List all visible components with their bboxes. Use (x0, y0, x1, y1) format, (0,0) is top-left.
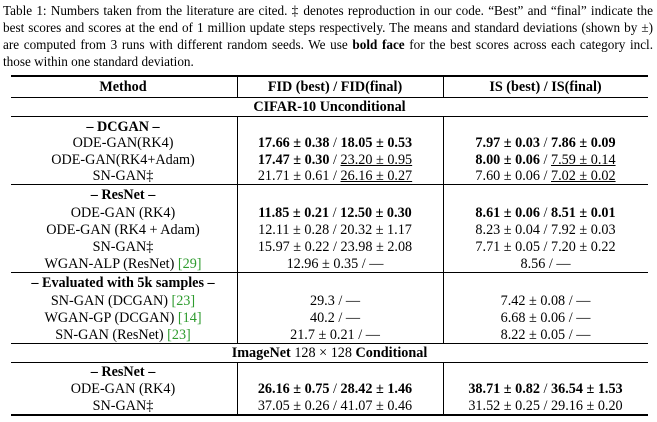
header-method: Method (99, 79, 147, 95)
caption-label: Table 1: (3, 3, 47, 18)
method-cell: ODE-GAN (RK4) (70, 381, 176, 397)
is-cell: 7.71 ± 0.05 / 7.20 ± 0.22 (475, 239, 616, 255)
is-cell: 38.71 ± 0.82 / 36.54 ± 1.53 (468, 381, 623, 397)
caption-text-b: for the best scores across each category incl. those within one standard deviation. (3, 37, 654, 69)
caption-text-a: Numbers taken from the literature are cited. ‡ denotes reproduction in our code. “Best” and “final” indicate the best scores and scores at the end of 1 million update steps respectively. The means and standard deviations (shown by ±) are computed from 3 runs with different random seeds. We use (3, 3, 654, 52)
group-label-resnet: – ResNet – (90, 187, 156, 203)
fid-cell: 15.97 ± 0.22 / 23.98 ± 2.08 (257, 239, 413, 255)
header-row (11, 77, 648, 97)
is-cell: 8.56 / — (520, 256, 571, 272)
fid-cell: 40.2 / — (309, 310, 361, 326)
method-cell: SN-GAN‡ (92, 239, 154, 255)
method-cell: WGAN-ALP (ResNet) [29] (44, 256, 202, 272)
citation-link[interactable]: [23] (167, 327, 191, 343)
fid-cell: 26.16 ± 0.75 / 28.42 ± 1.46 (257, 381, 413, 397)
method-cell: SN-GAN (DCGAN) [23] (50, 293, 196, 309)
fid-cell: 17.66 ± 0.38 / 18.05 ± 0.53 (257, 135, 413, 151)
is-cell: 8.23 ± 0.04 / 7.92 ± 0.03 (475, 222, 616, 238)
fid-cell: 37.05 ± 0.26 / 41.07 ± 0.46 (257, 398, 413, 414)
citation-link[interactable]: [14] (177, 310, 202, 326)
group-row (11, 185, 648, 205)
table-row (11, 254, 648, 274)
group-label-5k: – Evaluated with 5k samples – (31, 275, 215, 291)
is-cell: 8.22 ± 0.05 / — (500, 327, 591, 343)
method-cell: WGAN-GP (DCGAN) [14] (44, 310, 202, 326)
method-cell: ODE-GAN (RK4 + Adam) (46, 222, 200, 238)
fid-cell: 11.85 ± 0.21 / 12.50 ± 0.30 (258, 205, 412, 221)
method-cell: ODE-GAN(RK4+Adam) (51, 152, 195, 168)
fid-cell: 12.11 ± 0.28 / 20.32 ± 1.17 (258, 222, 412, 238)
method-cell: ODE-GAN (RK4) (70, 205, 176, 221)
is-cell: 7.60 ± 0.06 / 7.02 ± 0.02 (475, 168, 616, 184)
fid-cell: 12.96 ± 0.35 / — (286, 256, 384, 272)
table-row (11, 396, 648, 416)
is-cell: 6.68 ± 0.06 / — (500, 310, 591, 326)
table-row (11, 166, 648, 186)
fid-cell: 21.7 ± 0.21 / — (290, 327, 380, 343)
caption-bold: bold face (352, 37, 405, 52)
method-cell: SN-GAN‡ (92, 398, 154, 414)
section-title-cifar: CIFAR-10 Unconditional (253, 99, 406, 115)
table-caption (3, 2, 653, 70)
header-fid: FID (best) / FID(final) (267, 79, 403, 95)
fid-cell: 29.3 / — (309, 293, 361, 309)
section-title-imagenet: ImageNet 128 × 128 Conditional (231, 345, 428, 361)
method-cell: SN-GAN‡ (92, 168, 154, 184)
group-label-dcgan: – DCGAN – (86, 119, 160, 135)
is-cell: 31.52 ± 0.25 / 29.16 ± 0.20 (468, 398, 623, 414)
table-row (11, 325, 648, 345)
fid-cell: 17.47 ± 0.30 / 23.20 ± 0.95 (257, 152, 413, 168)
group-row (11, 273, 648, 293)
citation-link[interactable]: [29] (177, 256, 202, 272)
fid-cell: 21.71 ± 0.61 / 26.16 ± 0.27 (257, 168, 413, 184)
is-cell: 7.97 ± 0.03 / 7.86 ± 0.09 (475, 135, 616, 151)
header-is: IS (best) / IS(final) (489, 79, 602, 95)
is-cell: 8.00 ± 0.06 / 7.59 ± 0.14 (475, 152, 616, 168)
group-label-resnet-imagenet: – ResNet – (90, 364, 156, 380)
method-cell: ODE-GAN(RK4) (72, 135, 174, 151)
method-cell: SN-GAN (ResNet) [23] (55, 327, 191, 343)
citation-link[interactable]: [23] (171, 293, 196, 309)
is-cell: 8.61 ± 0.06 / 8.51 ± 0.01 (475, 205, 616, 221)
is-cell: 7.42 ± 0.08 / — (500, 293, 591, 309)
